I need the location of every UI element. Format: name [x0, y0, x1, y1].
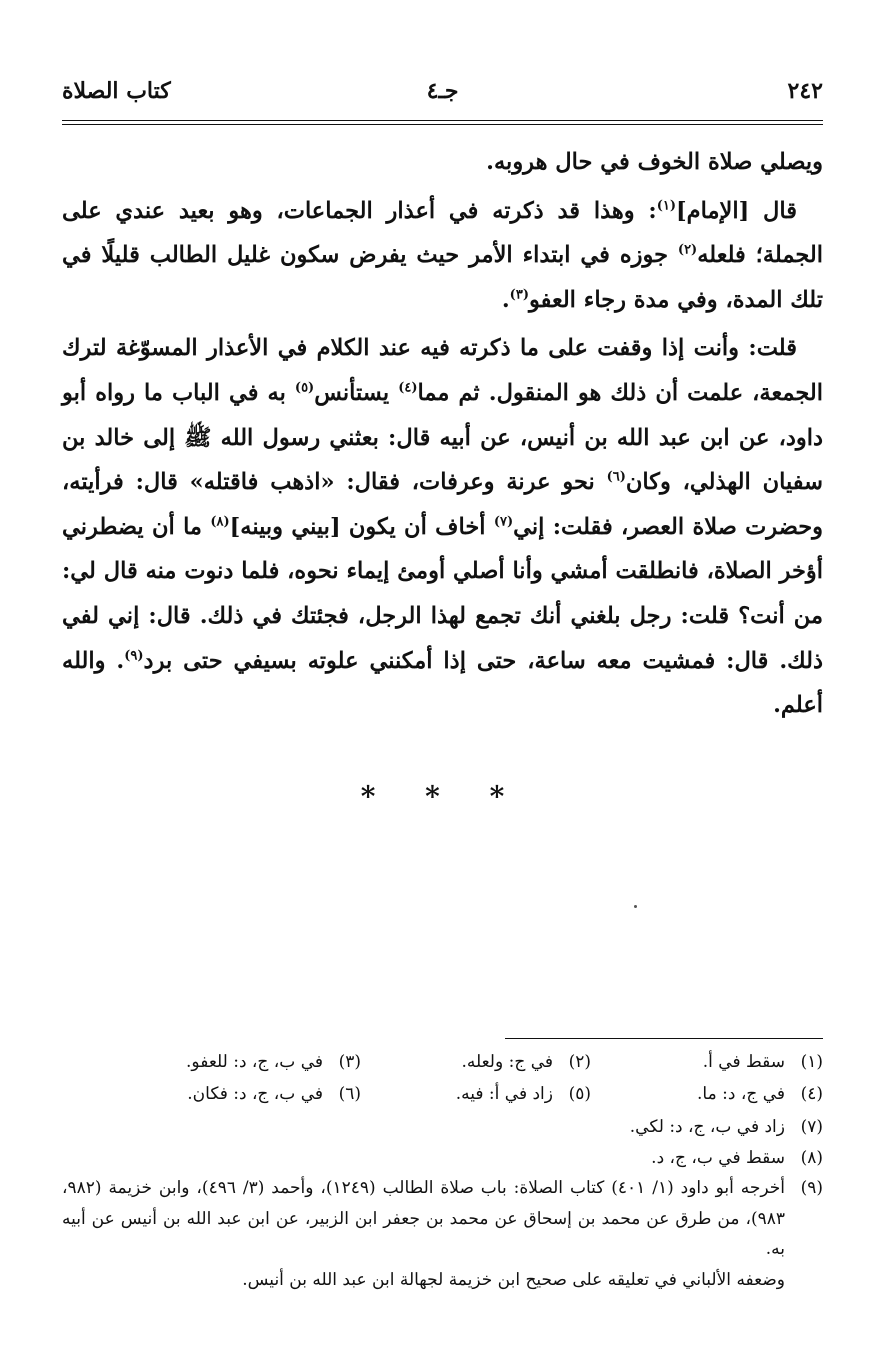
footnote-number: (٤) [800, 1084, 823, 1104]
footnote-ref-4: (٤) [398, 380, 418, 396]
footnote-6 [62, 1078, 361, 1110]
p3-text-g: . والله أعلم. [62, 647, 823, 719]
running-header [62, 78, 823, 112]
footnote-4 [591, 1078, 823, 1110]
footnote-ref-9: (٩) [124, 648, 144, 664]
paragraph-1 [62, 140, 823, 185]
footnote-9 [62, 1173, 823, 1265]
footnotes-short [62, 1046, 823, 1110]
footnote-number: (٧) [800, 1117, 823, 1137]
footnote-ref-5: (٥) [294, 380, 315, 396]
p2-text-d: . [501, 286, 510, 313]
page-number: ٢٤٢ [787, 78, 823, 104]
footnote-text: في ج: ولعله. [461, 1052, 553, 1072]
footnote-text: زاد في أ: فيه. [455, 1084, 553, 1104]
footnote-8 [62, 1143, 823, 1174]
p3-text-f: ما أن يضطرني أؤخر الصلاة، فانطلقت أمشي وأنا أصلي أومئ إيماء نحوه، فلما دنوت منه قال لي: من أنت؟ قلت: رجل بلغني أنك تجمع لهذا الرجل، فجئتك في ذلك. قال: إني لفي ذلك. قال: فمشيت معه ساعة، حتى إذا أمكنني علوته بسيفي حتى برد [62, 513, 824, 674]
footnote-number: (٣) [338, 1052, 361, 1072]
footnote-text: في ب، ج، د: للعفو. [186, 1052, 323, 1072]
footnote-number: (٢) [568, 1052, 591, 1072]
footnote-text: زاد في ب، ج، د: لكي. [629, 1117, 785, 1137]
p2-text-b: : وهذا قد ذكرته في أعذار الجماعات، وهو بعيد عندي على الجملة؛ فلعله [62, 197, 823, 269]
footnote-number: (٦) [338, 1084, 361, 1104]
header-rule [62, 120, 823, 121]
footnote-text: أخرجه أبو داود (١/ ٤٠١) كتاب الصلاة: باب صلاة الطالب (١٢٤٩)، وأحمد (٣/ ٤٩٦)، وابن خزيمة (٩٨٢، ٩٨٣)، من طرق عن محمد بن إسحاق عن محمد بن جعفر ابن الزبير، عن ابن عبد الله بن أنيس عن أبيه به. [62, 1178, 785, 1259]
footnote-ref-7: (٧) [493, 514, 514, 530]
footnote-number: (١) [800, 1052, 823, 1072]
p3-text-b: يستأنس [314, 379, 399, 406]
footnote-1 [591, 1046, 823, 1078]
footnote-ref-3: (٣) [509, 287, 529, 303]
footnote-7 [62, 1112, 823, 1143]
footnote-3 [62, 1046, 361, 1078]
volume-label: جـ٤ [426, 78, 459, 104]
header-rule-thin [62, 124, 823, 125]
p2-text-c: جوزه في ابتداء الأمر حيث يفرض سكون غليل الطالب قليلًا في تلك المدة، وفي مدة رجاء العفو [62, 242, 823, 313]
footnote-text: في ب، ج، د: فكان. [187, 1084, 323, 1104]
main-text [62, 140, 823, 728]
footnote-rule [505, 1038, 823, 1039]
footnote-9-note: وضعفه الألباني في تعليقه على صحيح ابن خزيمة لجهالة ابن عبد الله بن أنيس. [242, 1269, 785, 1290]
book-title: كتاب الصلاة [62, 78, 171, 104]
p3-text-a: قلت: وأنت إذا وقفت على ما ذكرته فيه عند الكلام في الأعذار المسوّغة لترك الجمعة، علمت أن ذلك هو المنقول. ثم مما [62, 335, 823, 406]
footnotes-long [62, 1112, 823, 1295]
footnote-text: في ج، د: ما. [697, 1084, 785, 1104]
p3-text-c: به في الباب ما رواه أبو داود، عن ابن عبد الله بن أنيس، عن أبيه قال: بعثني رسول الله ﷺ إلى خالد بن سفيان الهذلي، وكان [62, 379, 824, 496]
footnote-number: (٩) [800, 1178, 823, 1198]
footnote-2 [361, 1046, 591, 1078]
footnote-text: سقط في ب، ج، د. [651, 1147, 785, 1168]
footnote-5 [361, 1078, 591, 1110]
section-separator: * * * [360, 780, 525, 813]
footnote-ref-1: (١) [656, 198, 677, 214]
paragraph-1-text: ويصلي صلاة الخوف في حال هروبه. [486, 149, 823, 175]
paragraph-2 [62, 189, 823, 323]
footnote-ref-6: (٦) [606, 469, 626, 485]
p2-text-a: قال [الإمام] [676, 197, 797, 224]
paragraph-3 [62, 326, 823, 727]
p3-text-d: نحو عرنة وعرفات، فقال: «اذهب فاقتله» قال: فرأيته، وحضرت صلاة العصر، فقلت: إني [62, 469, 824, 540]
scan-speck [634, 905, 637, 908]
footnote-text: سقط في أ. [702, 1052, 785, 1072]
footnote-ref-8: (٨) [210, 514, 230, 530]
footnote-number: (٥) [568, 1084, 591, 1104]
footnote-ref-2: (٢) [677, 242, 698, 258]
p3-text-e: أخاف أن يكون [بيني وبينه] [229, 513, 494, 540]
footnote-number: (٨) [800, 1147, 823, 1168]
